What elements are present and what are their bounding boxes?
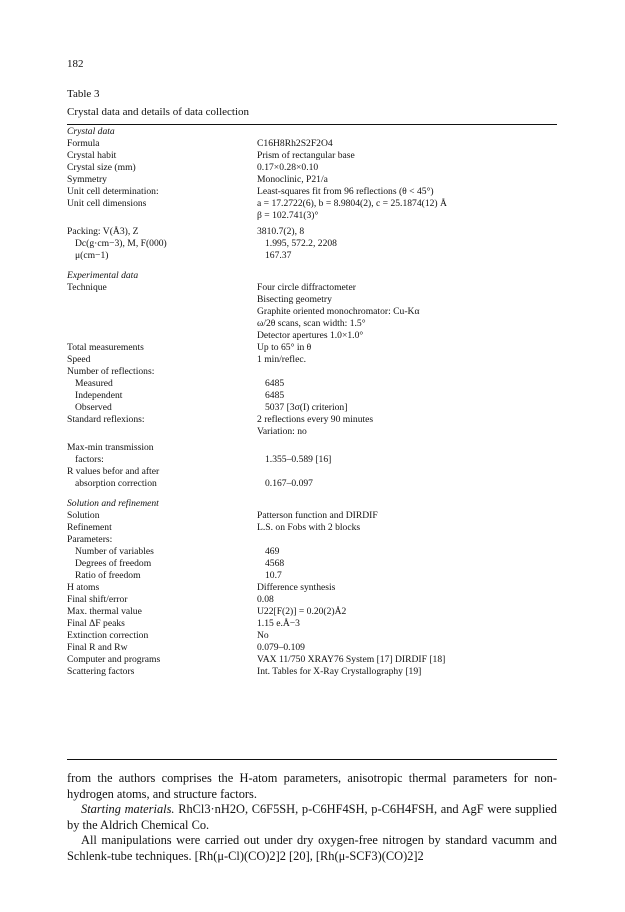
table-row — [67, 442, 557, 454]
table-row — [67, 330, 557, 342]
table-row — [67, 162, 557, 174]
row-label: Parameters: — [67, 534, 113, 545]
table-row — [67, 306, 557, 318]
row-label: Packing: V(Å3), Z — [67, 226, 139, 237]
row-label: Max-min transmission — [67, 442, 154, 453]
table-row — [67, 454, 557, 466]
table-label: Table 3 — [67, 88, 100, 100]
row-value: Monoclinic, P21/a — [257, 174, 328, 185]
row-label: Scattering factors — [67, 666, 135, 677]
row-value: 6485 — [265, 378, 285, 389]
row-label: Speed — [67, 354, 91, 365]
row-value: Bisecting geometry — [257, 294, 332, 305]
row-label: Max. thermal value — [67, 606, 142, 617]
row-value: C16H8Rh2S2F2O4 — [257, 138, 333, 149]
table-row — [67, 390, 557, 402]
table-row — [67, 282, 557, 294]
row-value: Four circle diffractometer — [257, 282, 356, 293]
row-value: 1.15 e.Å−3 — [257, 618, 300, 629]
table-row — [67, 318, 557, 330]
table-row — [67, 138, 557, 150]
table-row — [67, 354, 557, 366]
row-value: L.S. on Fobs with 2 blocks — [257, 522, 361, 533]
paragraph — [67, 802, 557, 833]
row-value: 2 reflections every 90 minutes — [257, 414, 374, 425]
table-top-rule — [67, 124, 557, 125]
row-label: Technique — [67, 282, 107, 293]
row-value: 3810.7(2), 8 — [257, 226, 305, 237]
paragraph-text: RhCl3·nH2O, C6F5SH, p-C6HF4SH, p-C6H4FSH, and AgF were supplied by the Aldrich Chemical Co. — [67, 802, 557, 832]
row-value: No — [257, 630, 269, 641]
row-label: Extinction correction — [67, 630, 149, 641]
row-value: 1 min/reflec. — [257, 354, 307, 365]
row-label: R values befor and after — [67, 466, 160, 477]
row-label: Independent — [75, 390, 123, 401]
table-row — [67, 186, 557, 198]
row-value: 6485 — [265, 390, 285, 401]
table-row — [67, 342, 557, 354]
paragraph: All manipulations were carried out under dry oxygen-free nitrogen by standard vacumm and Schlenk-tube techniques. [Rh(μ-Cl)(CO)2]2 [20], [Rh(μ-SCF3)(CO)2]2 — [67, 833, 557, 863]
table-row — [67, 226, 557, 238]
row-label: H atoms — [67, 582, 100, 593]
page-number: 182 — [67, 58, 84, 70]
row-label: Unit cell determination: — [67, 186, 159, 197]
body-text — [67, 771, 557, 865]
row-value: 0.17×0.28×0.10 — [257, 162, 319, 173]
row-value: β = 102.741(3)° — [257, 210, 319, 221]
row-label: Total measurements — [67, 342, 144, 353]
row-label: μ(cm−1) — [75, 250, 109, 261]
row-value: U22[F(2)] = 0.20(2)Å2 — [257, 606, 347, 617]
row-value: 4568 — [265, 558, 285, 569]
table-row — [67, 594, 557, 606]
row-value: 1.355–0.589 [16] — [265, 454, 332, 465]
table-row — [67, 642, 557, 654]
table-row — [67, 426, 557, 438]
row-value: Graphite oriented monochromator: Cu-Kα — [257, 306, 420, 317]
table-row — [67, 534, 557, 546]
table-row — [67, 210, 557, 222]
table-row — [67, 366, 557, 378]
row-label: Final R and Rw — [67, 642, 128, 653]
table-row — [67, 174, 557, 186]
table-row — [67, 630, 557, 642]
row-value: 469 — [265, 546, 280, 557]
row-label: Crystal size (mm) — [67, 162, 136, 173]
table-row — [67, 466, 557, 478]
row-label: Computer and programs — [67, 654, 161, 665]
row-label: Measured — [75, 378, 113, 389]
row-label: Refinement — [67, 522, 112, 533]
row-value: 0.08 — [257, 594, 274, 605]
paragraph-lead: Starting materials. — [81, 802, 175, 817]
table-row — [67, 510, 557, 522]
row-label: Final shift/error — [67, 594, 128, 605]
table-row — [67, 402, 557, 414]
row-value: Least-squares fit from 96 reflections (θ < 45°) — [257, 186, 434, 197]
table-row — [67, 150, 557, 162]
row-label: Number of variables — [75, 546, 154, 557]
row-value: Up to 65° in θ — [257, 342, 312, 353]
row-value: Variation: no — [257, 426, 307, 437]
table-row — [67, 570, 557, 582]
row-label: Degrees of freedom — [75, 558, 152, 569]
table-caption: Crystal data and details of data collection — [67, 106, 250, 118]
row-value: Int. Tables for X-Ray Crystallography [19] — [257, 666, 422, 677]
table-row — [67, 666, 557, 678]
section-title-solution: Solution and refinement — [67, 498, 159, 509]
table-row — [67, 546, 557, 558]
row-value: ω/2θ scans, scan width: 1.5° — [257, 318, 366, 329]
row-label: Unit cell dimensions — [67, 198, 147, 209]
crystal-data-table — [67, 126, 557, 678]
row-label: Standard reflexions: — [67, 414, 145, 425]
row-value: 0.167–0.097 — [265, 478, 313, 489]
row-label: Number of reflections: — [67, 366, 155, 377]
row-label: Solution — [67, 510, 100, 521]
row-value: Detector apertures 1.0×1.0° — [257, 330, 364, 341]
table-row — [67, 294, 557, 306]
table-row — [67, 478, 557, 490]
table-row — [67, 558, 557, 570]
row-label: Crystal habit — [67, 150, 117, 161]
row-value: 5037 [3σ(I) criterion] — [265, 402, 348, 413]
table-row — [67, 250, 557, 262]
table-bottom-rule — [67, 759, 557, 760]
section-title-crystal: Crystal data — [67, 126, 115, 137]
section-title-experimental: Experimental data — [67, 270, 139, 281]
row-label: Dc(g·cm−3), M, F(000) — [75, 238, 167, 249]
row-label: Symmetry — [67, 174, 107, 185]
row-value: Prism of rectangular base — [257, 150, 355, 161]
row-value: a = 17.2722(6), b = 8.9804(2), c = 25.1874(12) Å — [257, 198, 447, 209]
table-row — [67, 618, 557, 630]
table-row — [67, 238, 557, 250]
row-label: Ratio of freedom — [75, 570, 141, 581]
row-label: Final ΔF peaks — [67, 618, 125, 629]
row-value: 1.995, 572.2, 2208 — [265, 238, 337, 249]
row-label: Formula — [67, 138, 100, 149]
row-label: Observed — [75, 402, 112, 413]
table-row — [67, 198, 557, 210]
table-row — [67, 414, 557, 426]
row-value: Difference synthesis — [257, 582, 336, 593]
table-row — [67, 378, 557, 390]
row-value: 10.7 — [265, 570, 282, 581]
row-label: absorption correction — [75, 478, 157, 489]
table-row — [67, 522, 557, 534]
row-label: factors: — [75, 454, 104, 465]
table-row — [67, 582, 557, 594]
row-value: 0.079–0.109 — [257, 642, 305, 653]
table-row — [67, 606, 557, 618]
row-value: Patterson function and DIRDIF — [257, 510, 378, 521]
row-value: VAX 11/750 XRAY76 System [17] DIRDIF [18] — [257, 654, 446, 665]
row-value: 167.37 — [265, 250, 292, 261]
paragraph: from the authors comprises the H-atom parameters, anisotropic thermal parameters for non-hydrogen atoms, and structure factors. — [67, 771, 557, 801]
table-row — [67, 654, 557, 666]
